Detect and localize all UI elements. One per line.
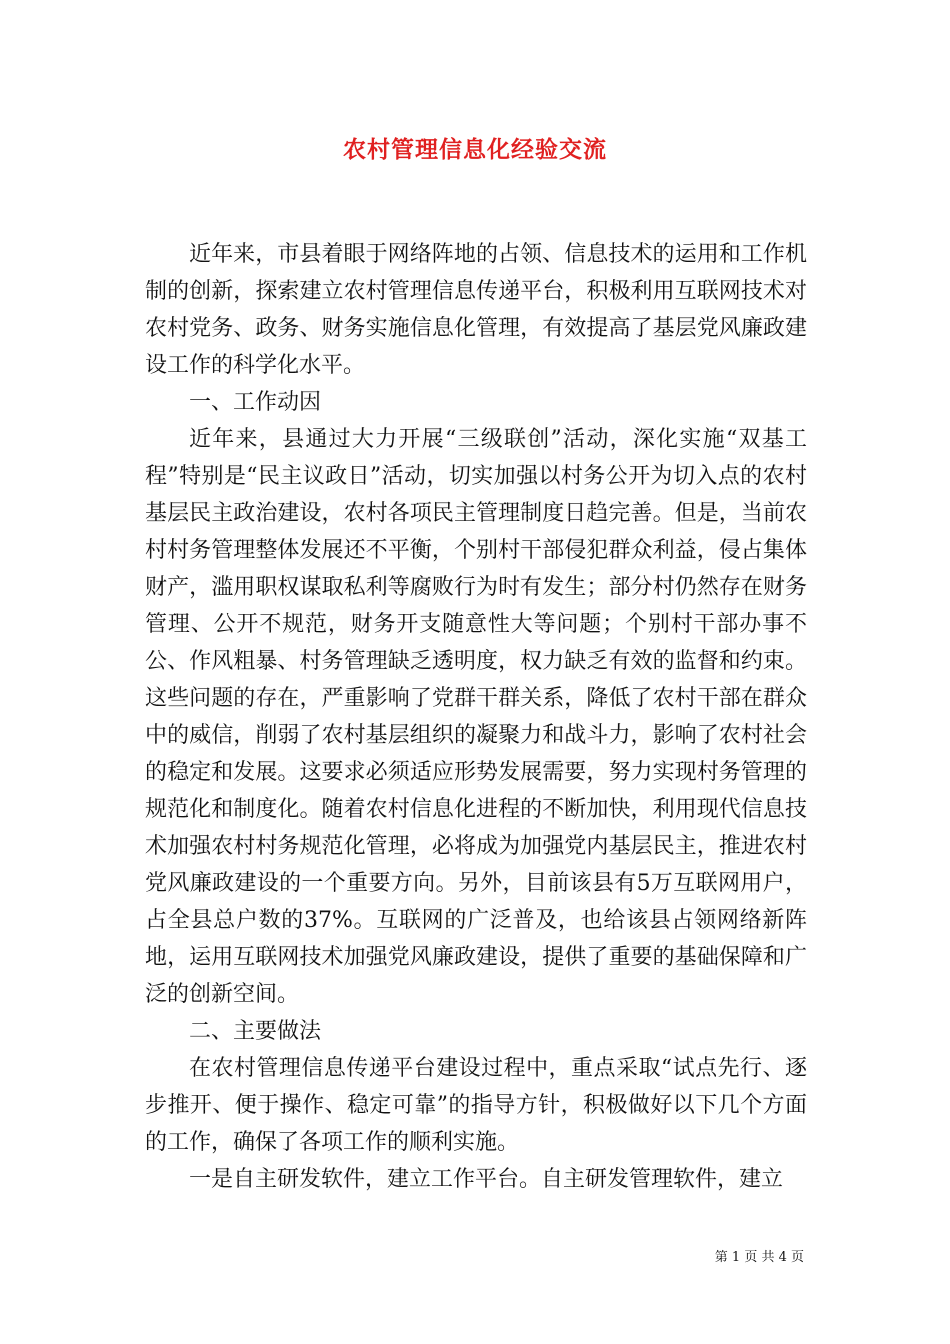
section-heading-2: 二、主要做法: [189, 1019, 322, 1044]
paragraph-software: 一是自主研发软件，建立工作平台。自主研发管理软件，建立: [189, 1167, 784, 1192]
section-heading-1: 一、工作动因: [189, 390, 322, 415]
paragraph-intro: 近年来，市县着眼于网络阵地的占领、信息技术的运用和工作机制的创新，探索建立农村管理信息传递平台，积极利用互联网技术对农村党务、政务、财务实施信息化管理，有效提高了基层党风廉政建设工作的科学化水平。: [145, 242, 807, 378]
document-title: 农村管理信息化经验交流: [343, 136, 607, 163]
paragraph-motivation: 近年来，县通过大力开展“三级联创”活动，深化实施“双基工程”特别是“民主议政日”活动，切实加强以村务公开为切入点的农村基层民主政治建设，农村各项民主管理制度日趋完善。但是，当前农村村务管理整体发展还不平衡，个别村干部侵犯群众利益，侵占集体财产，滥用职权谋取私利等腐败行为时有发生；部分村仍然存在财务管理、公开不规范，财务开支随意性大等问题；个别村干部办事不公、作风粗暴、村务管理缺乏透明度，权力缺乏有效的监督和约束。这些问题的存在，严重影响了党群干群关系，降低了农村干部在群众中的威信，削弱了农村基层组织的凝聚力和战斗力，影响了农村社会的稳定和发展。这要求必须适应形势发展需要，努力实现村务管理的规范化和制度化。随着农村信息化进程的不断加快，利用现代信息技术加强农村村务规范化管理，必将成为加强党内基层民主，推进农村党风廉政建设的一个重要方向。另外，目前该县有5万互联网用户，占全县总户数的37%。互联网的广泛普及，也给该县占领网络新阵地，运用互联网技术加强党风廉政建设，提供了重要的基础保障和广泛的创新空间。: [145, 427, 807, 1007]
document-body: [145, 236, 807, 1198]
page-number-footer: 第 1 页 共 4 页: [714, 1250, 804, 1265]
paragraph-approach: 在农村管理信息传递平台建设过程中，重点采取“试点先行、逐步推开、便于操作、稳定可靠”的指导方针，积极做好以下几个方面的工作，确保了各项工作的顺利实施。: [145, 1056, 807, 1155]
